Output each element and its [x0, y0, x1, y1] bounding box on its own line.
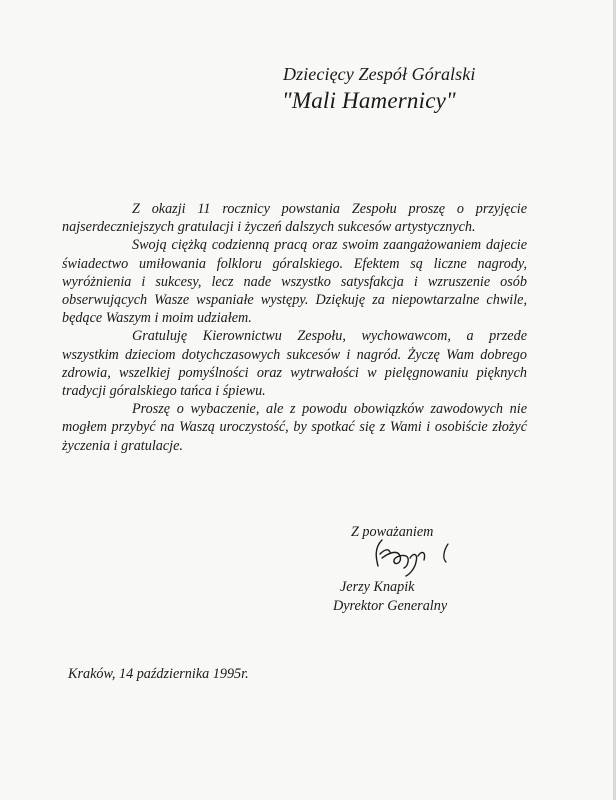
signer-name: Jerzy Knapik [340, 579, 415, 595]
paragraph-4: Proszę o wybaczenie, ale z powodu obowiązków zawodowych nie mogłem przybyć na Waszą uroczystość, by spotkać się z Wami i osobiście złożyć życzenia i gratulacje. [62, 401, 527, 454]
paragraph-1: Z okazji 11 rocznicy powstania Zespołu proszę o przyjęcie najserdeczniejszych gratulacji i życzeń dalszych sukcesów artystycznych. [62, 201, 527, 236]
paragraph-2: Swoją ciężką codzienną pracą oraz swoim zaangażowaniem dajecie świadectwo umiłowania folkloru góralskiego. Efektem są liczne nagrody, wyróżnienia i sukcesy, lecz nade wszystko satysfakcja i wzruszenie osób obserwujących Wasze wspaniałe występy. Dziękuję za niepowtarzalne chwile, będące Waszym i moim udziałem. [62, 237, 527, 327]
place-and-date: Kraków, 14 października 1995r. [68, 666, 249, 682]
organization-name: Dziecięcy Zespół Góralski [283, 64, 476, 84]
handwritten-signature-icon [360, 536, 470, 578]
closing-phrase: Z poważaniem [351, 524, 434, 540]
letter-body [62, 200, 527, 455]
paragraph-3: Gratuluję Kierownictwu Zespołu, wychowawcom, a przede wszystkim dzieciom dotychczasowych sukcesów i nagród. Życzę Wam dobrego zdrowia, wszelkiej pomyślności oraz wytrwałości w pielęgnowaniu pięknych tradycji góralskiego tańca i śpiewu. [62, 328, 527, 400]
signer-title: Dyrektor Generalny [333, 598, 448, 614]
ensemble-name: "Mali Hamernicy" [282, 88, 456, 113]
